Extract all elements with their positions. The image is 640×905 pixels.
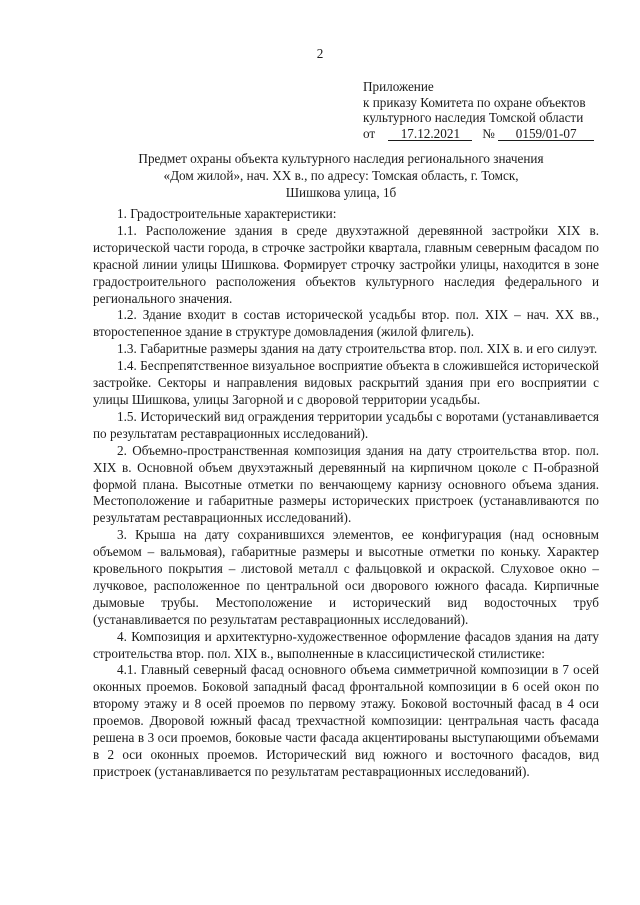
order-date: 17.12.2021 <box>388 127 472 141</box>
appendix-committee-line: культурного наследия Томской области <box>363 110 584 126</box>
number-sign: № <box>482 125 495 141</box>
appendix-date-number-line <box>363 126 625 142</box>
title-line-2: «Дом жилой», нач. XX в., по адресу: Томская область, г. Томск, <box>163 168 519 183</box>
appendix-label: Приложение <box>363 79 434 94</box>
appendix-order-line: к приказу Комитета по охране объектов <box>363 94 586 110</box>
paragraph-1-5: 1.5. Исторический вид ограждения территории усадьбы с воротами (устанавливается по результатам реставрационных исследований). <box>93 408 599 441</box>
date-prefix: от <box>363 125 376 141</box>
paragraph-3: 3. Крыша на дату сохранившихся элементов, ее конфигурация (над основным объемом – вальмовая), габаритные размеры и высотные отметки по коньку. Характер кровельного покрытия – листовой металл с фальцовкой и окраской. Слуховое окно – лучковое, расположенное по центральной оси дворового южного фасада. Кирпичные дымовые трубы. Местоположение и исторический вид водосточных труб (устанавливается по результатам реставрационных исследований). <box>93 527 599 627</box>
title-line-1: Предмет охраны объекта культурного наследия регионального значения <box>138 151 544 166</box>
appendix-block <box>363 79 625 141</box>
paragraph-1-4: 1.4. Беспрепятственное визуальное восприятие объекта в сложившейся исторической застройке. Секторы и направления видовых раскрытий здания при его восприятии с улицы Шишкова, улицы Загорной и с дворовой территории усадьбы. <box>93 358 599 407</box>
page-number: 2 <box>316 46 324 61</box>
paragraph-4: 4. Композиция и архитектурно-художественное оформление фасадов здания на дату строительства втор. пол. XIX в., выполненные в классицистической стилистике: <box>93 628 599 661</box>
document-body <box>93 206 599 781</box>
paragraph-1-2: 1.2. Здание входит в состав исторической усадьбы втор. пол. XIX – нач. XX вв., второстепенное здание в структуре домовладения (жилой флигель). <box>93 307 599 340</box>
paragraph-1-1: 1.1. Расположение здания в среде двухэтажной деревянной застройки XIX в. исторической части города, в строчке застройки квартала, главным северным фасадом по красной линии улицы Шишкова. Формирует строчку застройки улицы, находится в зоне градостроительного расположения объектов культурного наследия федерального и регионального значения. <box>93 222 599 306</box>
paragraph-2: 2. Объемно-пространственная композиция здания на дату строительства втор. пол. XIX в. Основной объем двухэтажный деревянный на кирпичном цоколе с П-образной формой плана. Высотные отметки по венчающему карнизу основного объема здания. Местоположение и габаритные размеры исторических пристроек (устанавливаются по результатам реставрационных исследований). <box>93 442 599 526</box>
paragraph-1: 1. Градостроительные характеристики: <box>117 206 337 221</box>
order-number: 0159/01-07 <box>498 127 594 141</box>
paragraph-4-1: 4.1. Главный северный фасад основного объема симметричной композиции в 7 осей оконных проемов. Боковой западный фасад фронтальной композиции в 6 осей окон по второму этажу и 8 осей проемов по первому этажу. Боковой восточный фасад в 4 оси проемов. Дворовой южный фасад трехчастной композиции: центральная часть фасада решена в 3 оси проемов, боковые части фасада акцентированы выступающими объемами в 2 оси оконных проемов. Исторический вид южного и восточного фасадов, вид пристроек (устанавливается по результатам реставрационных исследований). <box>93 662 599 779</box>
title-line-3: Шишкова улица, 1б <box>285 185 397 200</box>
document-title <box>110 150 572 201</box>
paragraph-1-3: 1.3. Габаритные размеры здания на дату строительства втор. пол. XIX в. и его силуэт. <box>117 341 598 357</box>
